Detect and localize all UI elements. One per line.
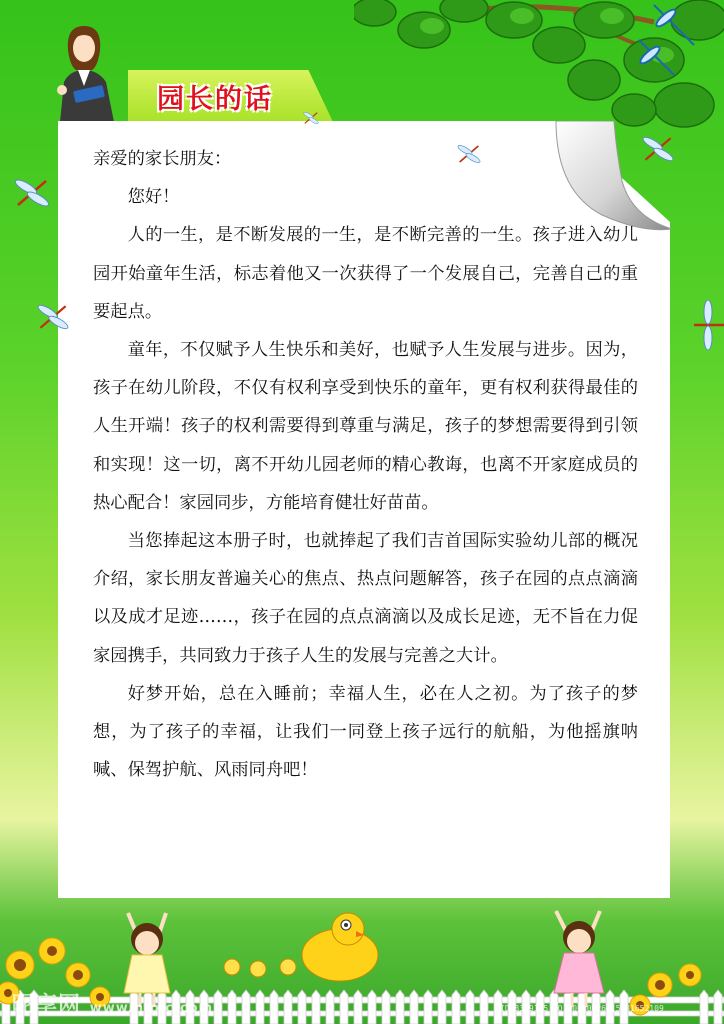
- page-title-container: [140, 76, 290, 116]
- watermark-logo: [12, 988, 213, 1019]
- letter-paragraph: 好梦开始，总在入睡前；幸福人生，必在人之初。为了孩子的梦想，为了孩子的幸福，让我们一同登上孩子远行的航船，为他摇旗呐喊、保驾护航、风雨同舟吧！: [93, 683, 638, 781]
- letter-body: [93, 140, 638, 789]
- letter-paragraph: 当您捧起这本册子时，也就捧起了我们吉首国际实验幼儿部的概况介绍，家长朋友普遍关心的焦点、热点问题解答，孩子在园的点点滴滴以及成才足迹……，孩子在园的点点滴滴以及成长足迹，无不旨在力促家园携手，共同致力于孩子人生的发展与完善之大计。: [93, 531, 638, 666]
- letter-paragraph: 人的一生，是不断发展的一生，是不断完善的一生。孩子进入幼儿园开始童年生活，标志着他又一次获得了一个发展自己，完善自己的重要起点。: [93, 225, 638, 322]
- dragonfly-icon: [35, 300, 71, 334]
- teacher-illustration: [50, 22, 140, 122]
- page-title: 园长的话: [157, 83, 273, 115]
- dragonfly-icon: [690, 300, 724, 350]
- watermark-site: www.nipic.com: [89, 1001, 214, 1016]
- dragonfly-icon: [302, 110, 320, 126]
- watermark-id: ID:3319195 NO:20120626115731652109: [500, 1004, 664, 1013]
- letter-greeting: 您好！: [127, 187, 180, 208]
- watermark-logo-text: 昵享网: [12, 993, 82, 1018]
- dragonfly-icon: [12, 175, 52, 211]
- letter-paragraph: 童年，不仅赋予人生快乐和美好，也赋予人生发展与进步。因为，孩子在幼儿阶段，不仅有权利享受到快乐的童年，更有权利获得最佳的人生开端！孩子的权利需要得到尊重与满足，孩子的梦想需要得到引领和实现！这一切，离不开幼儿园老师的精心教诲，也离不开家庭成员的热心配合！家园同步，方能培育健壮好苗苗。: [93, 340, 638, 513]
- letter-salutation: 亲爱的家长朋友：: [93, 149, 232, 169]
- dragonfly-icon: [640, 132, 676, 166]
